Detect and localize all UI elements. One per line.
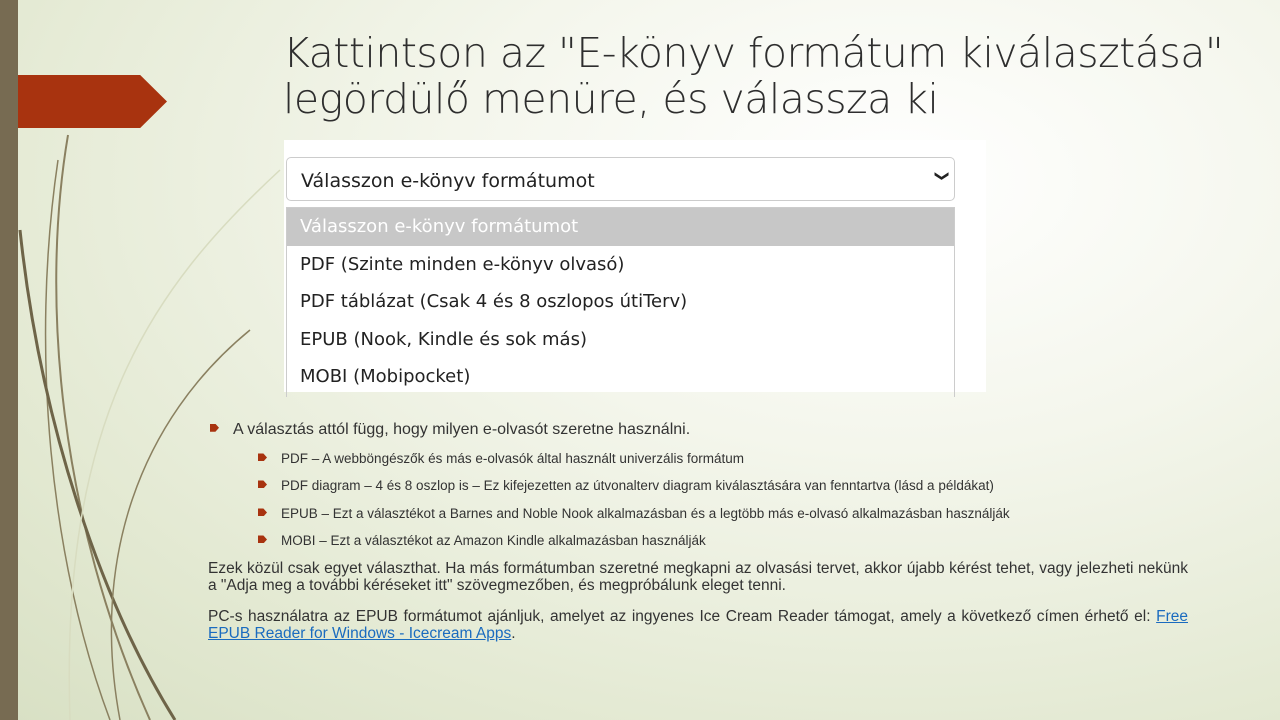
option-pdf[interactable]: PDF (Szinte minden e-könyv olvasó)	[300, 253, 625, 275]
bullet-arrow-icon	[258, 508, 267, 516]
paragraph-1: Ezek közül csak egyet választhat. Ha más formátumban szeretné megkapni az olvasási tervet, akkor újabb kérést tehet, vagy jelezheti nekünk a "Adja meg a további kéréseket itt" szövegmezőben, és megpróbálunk eleget tenni.	[208, 560, 1188, 594]
bullet-text: EPUB – Ezt a választékot a Barnes and Noble Nook alkalmazásban és a legtöbb más e-olvasó alkalmazásban használják	[281, 506, 1010, 521]
bullet-text: MOBI – Ezt a választékot az Amazon Kindle alkalmazásban használják	[281, 533, 706, 548]
bullet-text: A választás attól függ, hogy milyen e-olvasót szeretne használni.	[233, 421, 691, 438]
ebook-format-select[interactable]	[286, 157, 955, 201]
period: .	[511, 625, 516, 642]
bullet-arrow-icon	[210, 424, 219, 432]
chevron-down-icon: ❯	[934, 170, 951, 182]
dropdown-screenshot	[284, 140, 986, 392]
option-mobi[interactable]: MOBI (Mobipocket)	[300, 366, 471, 387]
select-value: Válasszon e-könyv formátumot	[301, 170, 595, 192]
bullet-arrow-icon	[258, 480, 267, 488]
sub-bullet	[258, 506, 1010, 521]
sub-bullet	[258, 533, 706, 548]
bullet-text: PDF diagram – 4 és 8 oszlop is – Ez kifejezetten az útvonalterv diagram kiválasztására van fenntartva (lásd a példákat)	[281, 478, 994, 493]
bullet-text: PDF – A webböngészők és más e-olvasók által használt univerzális formátum	[281, 451, 744, 466]
sub-bullet	[258, 451, 744, 466]
icecream-link[interactable]: Free EPUB Reader for Windows - Icecream Apps	[208, 608, 1188, 642]
title-arrow-decoration	[18, 75, 167, 128]
paragraph-2	[208, 608, 1188, 642]
bullet-main	[210, 421, 690, 439]
option-pdf-table[interactable]: PDF táblázat (Csak 4 és 8 oszlopos útiTerv)	[300, 291, 688, 312]
bullet-arrow-icon	[258, 453, 267, 461]
option-epub[interactable]: EPUB (Nook, Kindle és sok más)	[300, 328, 587, 350]
paragraph-text: PC-s használatra az EPUB formátumot ajánljuk, amelyet az ingyenes Ice Cream Reader támogat, amely a következő címen érhető el:	[208, 608, 1157, 625]
slide-title: Kattintson az "E-könyv formátum kiválasztása" legördülő menüre, és válassza ki	[283, 29, 1224, 123]
bullet-arrow-icon	[258, 535, 267, 543]
dropdown-options	[286, 207, 955, 397]
sub-bullet	[258, 478, 994, 493]
option-default[interactable]: Válasszon e-könyv formátumot	[287, 208, 954, 246]
